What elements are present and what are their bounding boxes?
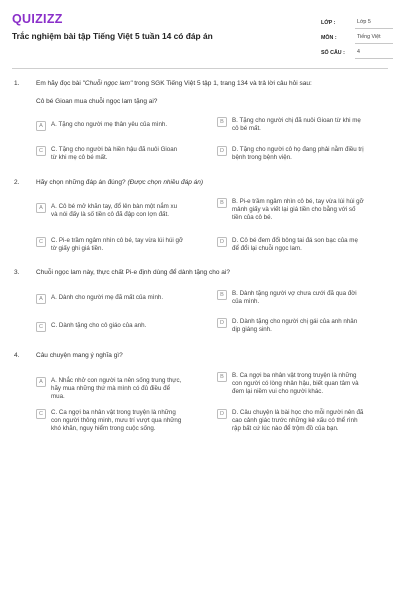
option-letter-box: B [217, 117, 227, 127]
option-c[interactable] [36, 322, 184, 332]
option-letter-box: C [36, 237, 46, 247]
option-a[interactable] [36, 121, 184, 131]
option-b[interactable] [217, 290, 365, 306]
meta-value: Lớp 5 [355, 19, 393, 29]
option-c[interactable] [36, 146, 184, 162]
option-text: D. Dành tặng cho người chị gái của anh nhân dịp giáng sinh. [232, 318, 358, 333]
question-subprompt: Cô bé Gioan mua chuỗi ngọc lam tặng ai? [36, 98, 158, 105]
quizizz-logo [12, 12, 63, 26]
header-divider [12, 68, 388, 69]
option-text: A. Cô bé mở khăn tay, đổ lên bàn một nắm xu và nói đấy là số tiền cô đã đập con lợn đất. [51, 203, 178, 218]
option-d[interactable] [217, 409, 365, 433]
option-text: A. Dành cho người mẹ đã mất của mình. [51, 294, 164, 301]
option-text: A. Tặng cho người mẹ thân yêu của mình. [51, 121, 168, 128]
question-number: 3. [14, 269, 20, 276]
option-letter-box: A [36, 121, 46, 131]
option-a[interactable] [36, 377, 184, 401]
option-b[interactable] [217, 117, 365, 133]
question-number: 1. [14, 80, 20, 87]
question-number: 4. [14, 352, 20, 359]
prompt-italic: (Được chọn nhiều đáp án) [127, 179, 204, 186]
meta-label: SỐ CÂU : [321, 50, 345, 56]
meta-value: Tiếng Việt [355, 34, 393, 44]
question-prompt [36, 179, 386, 186]
option-a[interactable] [36, 294, 184, 304]
option-letter-box: A [36, 203, 46, 213]
option-text: C. Dành tặng cho cô giáo của anh. [51, 322, 147, 329]
option-letter-box: C [36, 322, 46, 332]
option-letter-box: A [36, 377, 46, 387]
option-text: B. Dành tặng người vợ chưa cưới đã qua đời của mình. [232, 290, 357, 305]
option-letter-box: D [217, 146, 227, 156]
prompt-text: Hãy chọn những đáp án đúng? [36, 179, 128, 186]
meta-label: LỚP : [321, 20, 336, 26]
option-b[interactable] [217, 198, 365, 222]
option-text: B. Ca ngợi ba nhân vật trong truyện là những con người có lòng nhân hậu, biết quan tâm và đem lại niềm vui cho người khác. [232, 372, 359, 395]
worksheet-meta [321, 14, 393, 59]
option-text: C. Tặng cho người bà hiền hậu đã nuôi Gioan từ khi mẹ cô bé mất. [51, 146, 178, 161]
option-c[interactable] [36, 409, 184, 433]
option-letter-box: B [217, 290, 227, 300]
option-letter-box: C [36, 146, 46, 156]
option-text: D. Tặng cho người cô họ đang phải nằm điều trị bệnh trong bệnh viện. [232, 146, 364, 161]
option-letter-box: D [217, 409, 227, 419]
option-letter-box: A [36, 294, 46, 304]
question-prompt [36, 80, 386, 87]
option-d[interactable] [217, 237, 365, 253]
option-text: B. Tặng cho người chị đã nuôi Gioan từ khi mẹ cô bé mất. [232, 117, 361, 132]
prompt-italic: "Chuỗi ngọc lam" [82, 80, 133, 87]
meta-label: MÔN : [321, 35, 337, 41]
prompt-text: Em hãy đọc bài [36, 80, 83, 87]
logo-text: QUIZIZZ [12, 12, 63, 26]
option-letter-box: D [217, 237, 227, 247]
option-text: D. Cô bé đem đổi bông tai đá son bạc của mẹ để đổi lại chuỗi ngọc lam. [232, 237, 358, 252]
worksheet-title: Trắc nghiệm bài tập Tiếng Việt 5 tuần 14 có đáp án [12, 31, 213, 41]
option-a[interactable] [36, 203, 184, 219]
option-c[interactable] [36, 237, 184, 253]
option-text: A. Nhắc nhở con người ta nên sống trung thực, hãy mua những thứ mà mình có đủ điều để mua. [51, 377, 182, 400]
meta-value: 4 [355, 49, 393, 59]
option-letter-box: B [217, 372, 227, 382]
option-text: B. Pi-e trầm ngâm nhìn cô bé, tay vừa lúi húi gỡ mảnh giấy và viết lại giá tiền cho bằng với số tiền của cô bé. [232, 198, 364, 221]
option-d[interactable] [217, 146, 365, 162]
option-text: C. Ca ngợi ba nhân vật trong truyện là những con người thông minh, mưu trí vượt qua những khó khăn, nguy hiểm trong cuộc sống. [51, 409, 182, 432]
meta-row-count [321, 44, 393, 59]
prompt-text: trong SGK Tiếng Việt 5 tập 1, trang 134 và trả lời câu hỏi sau: [132, 80, 312, 87]
question-prompt: Chuỗi ngọc lam này, thực chất Pi-e định dùng để dành tặng cho ai? [36, 269, 230, 276]
option-d[interactable] [217, 318, 365, 334]
option-letter-box: B [217, 198, 227, 208]
meta-row-subject [321, 29, 393, 44]
question-number: 2. [14, 179, 20, 186]
option-b[interactable] [217, 372, 365, 396]
meta-row-class [321, 14, 393, 29]
option-letter-box: C [36, 409, 46, 419]
option-text: C. Pi-e trầm ngâm nhìn cô bé, tay vừa lúi húi gỡ tờ giấy ghi giá tiền. [51, 237, 184, 252]
option-text: D. Câu chuyện là bài học cho mỗi người nên đã cao cảnh giác trước những kẻ xấu có thể rình rập bất cứ lúc nào để trộm đồ của bạn. [232, 409, 364, 432]
question-prompt: Câu chuyện mang ý nghĩa gì? [36, 352, 123, 359]
option-letter-box: D [217, 318, 227, 328]
